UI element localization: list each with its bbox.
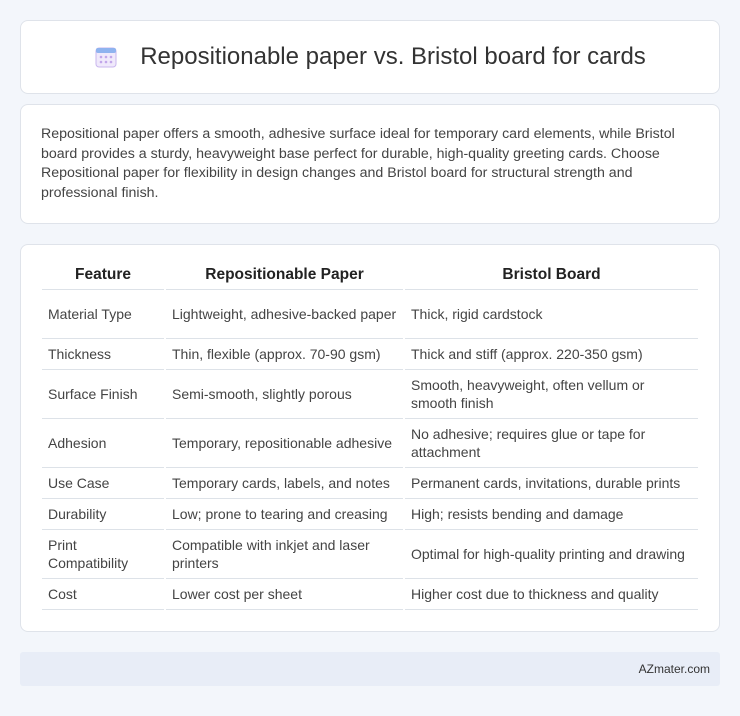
table-row bbox=[42, 578, 698, 609]
table-row bbox=[42, 529, 698, 578]
paper-cell: Low; prone to tearing and creasing bbox=[165, 498, 404, 529]
feature-cell: Material Type bbox=[42, 289, 165, 338]
table-row bbox=[42, 369, 698, 418]
header-feature: Feature bbox=[42, 265, 165, 289]
bristol-cell: Higher cost due to thickness and quality bbox=[404, 578, 698, 609]
table-row bbox=[42, 289, 698, 338]
feature-cell: Durability bbox=[42, 498, 165, 529]
footer-bar bbox=[20, 652, 720, 686]
feature-cell: Use Case bbox=[42, 467, 165, 498]
header-repositionable-paper: Repositionable Paper bbox=[165, 265, 404, 289]
table-row bbox=[42, 467, 698, 498]
feature-cell: Print Compatibility bbox=[42, 529, 165, 578]
page-title: Repositionable paper vs. Bristol board for cards bbox=[140, 43, 646, 70]
title-card bbox=[20, 20, 720, 94]
footer-brand: AZmater.com bbox=[638, 662, 710, 676]
bristol-cell: Optimal for high-quality printing and drawing bbox=[404, 529, 698, 578]
intro-card bbox=[20, 104, 720, 224]
table-row bbox=[42, 498, 698, 529]
bristol-cell: Permanent cards, invitations, durable prints bbox=[404, 467, 698, 498]
bristol-cell: Thick, rigid cardstock bbox=[404, 289, 698, 338]
feature-cell: Surface Finish bbox=[42, 369, 165, 418]
paper-cell: Semi-smooth, slightly porous bbox=[165, 369, 404, 418]
paper-cell: Thin, flexible (approx. 70-90 gsm) bbox=[165, 338, 404, 369]
feature-cell: Cost bbox=[42, 578, 165, 609]
intro-text: Repositional paper offers a smooth, adhesive surface ideal for temporary card elements, while Bristol board provides a sturdy, heavyweight base perfect for durable, high-quality greeting cards. Choose Repositional paper for flexibility in design changes and Bristol board for structural strength and professional finish. bbox=[41, 126, 675, 201]
paper-cell: Lightweight, adhesive-backed paper bbox=[165, 289, 404, 338]
paper-cell: Temporary, repositionable adhesive bbox=[165, 418, 404, 467]
comparison-table bbox=[42, 265, 698, 610]
paper-cell: Temporary cards, labels, and notes bbox=[165, 467, 404, 498]
header-bristol-board: Bristol Board bbox=[404, 265, 698, 289]
table-row bbox=[42, 338, 698, 369]
feature-cell: Thickness bbox=[42, 338, 165, 369]
bristol-cell: Smooth, heavyweight, often vellum or smooth finish bbox=[404, 369, 698, 418]
table-header-row bbox=[42, 265, 698, 289]
paper-cell: Lower cost per sheet bbox=[165, 578, 404, 609]
feature-cell: Adhesion bbox=[42, 418, 165, 467]
comparison-card bbox=[20, 244, 720, 632]
paper-cell: Compatible with inkjet and laser printers bbox=[165, 529, 404, 578]
bristol-cell: Thick and stiff (approx. 220-350 gsm) bbox=[404, 338, 698, 369]
bristol-cell: High; resists bending and damage bbox=[404, 498, 698, 529]
table-row bbox=[42, 418, 698, 467]
calendar-icon bbox=[94, 45, 118, 69]
bristol-cell: No adhesive; requires glue or tape for attachment bbox=[404, 418, 698, 467]
